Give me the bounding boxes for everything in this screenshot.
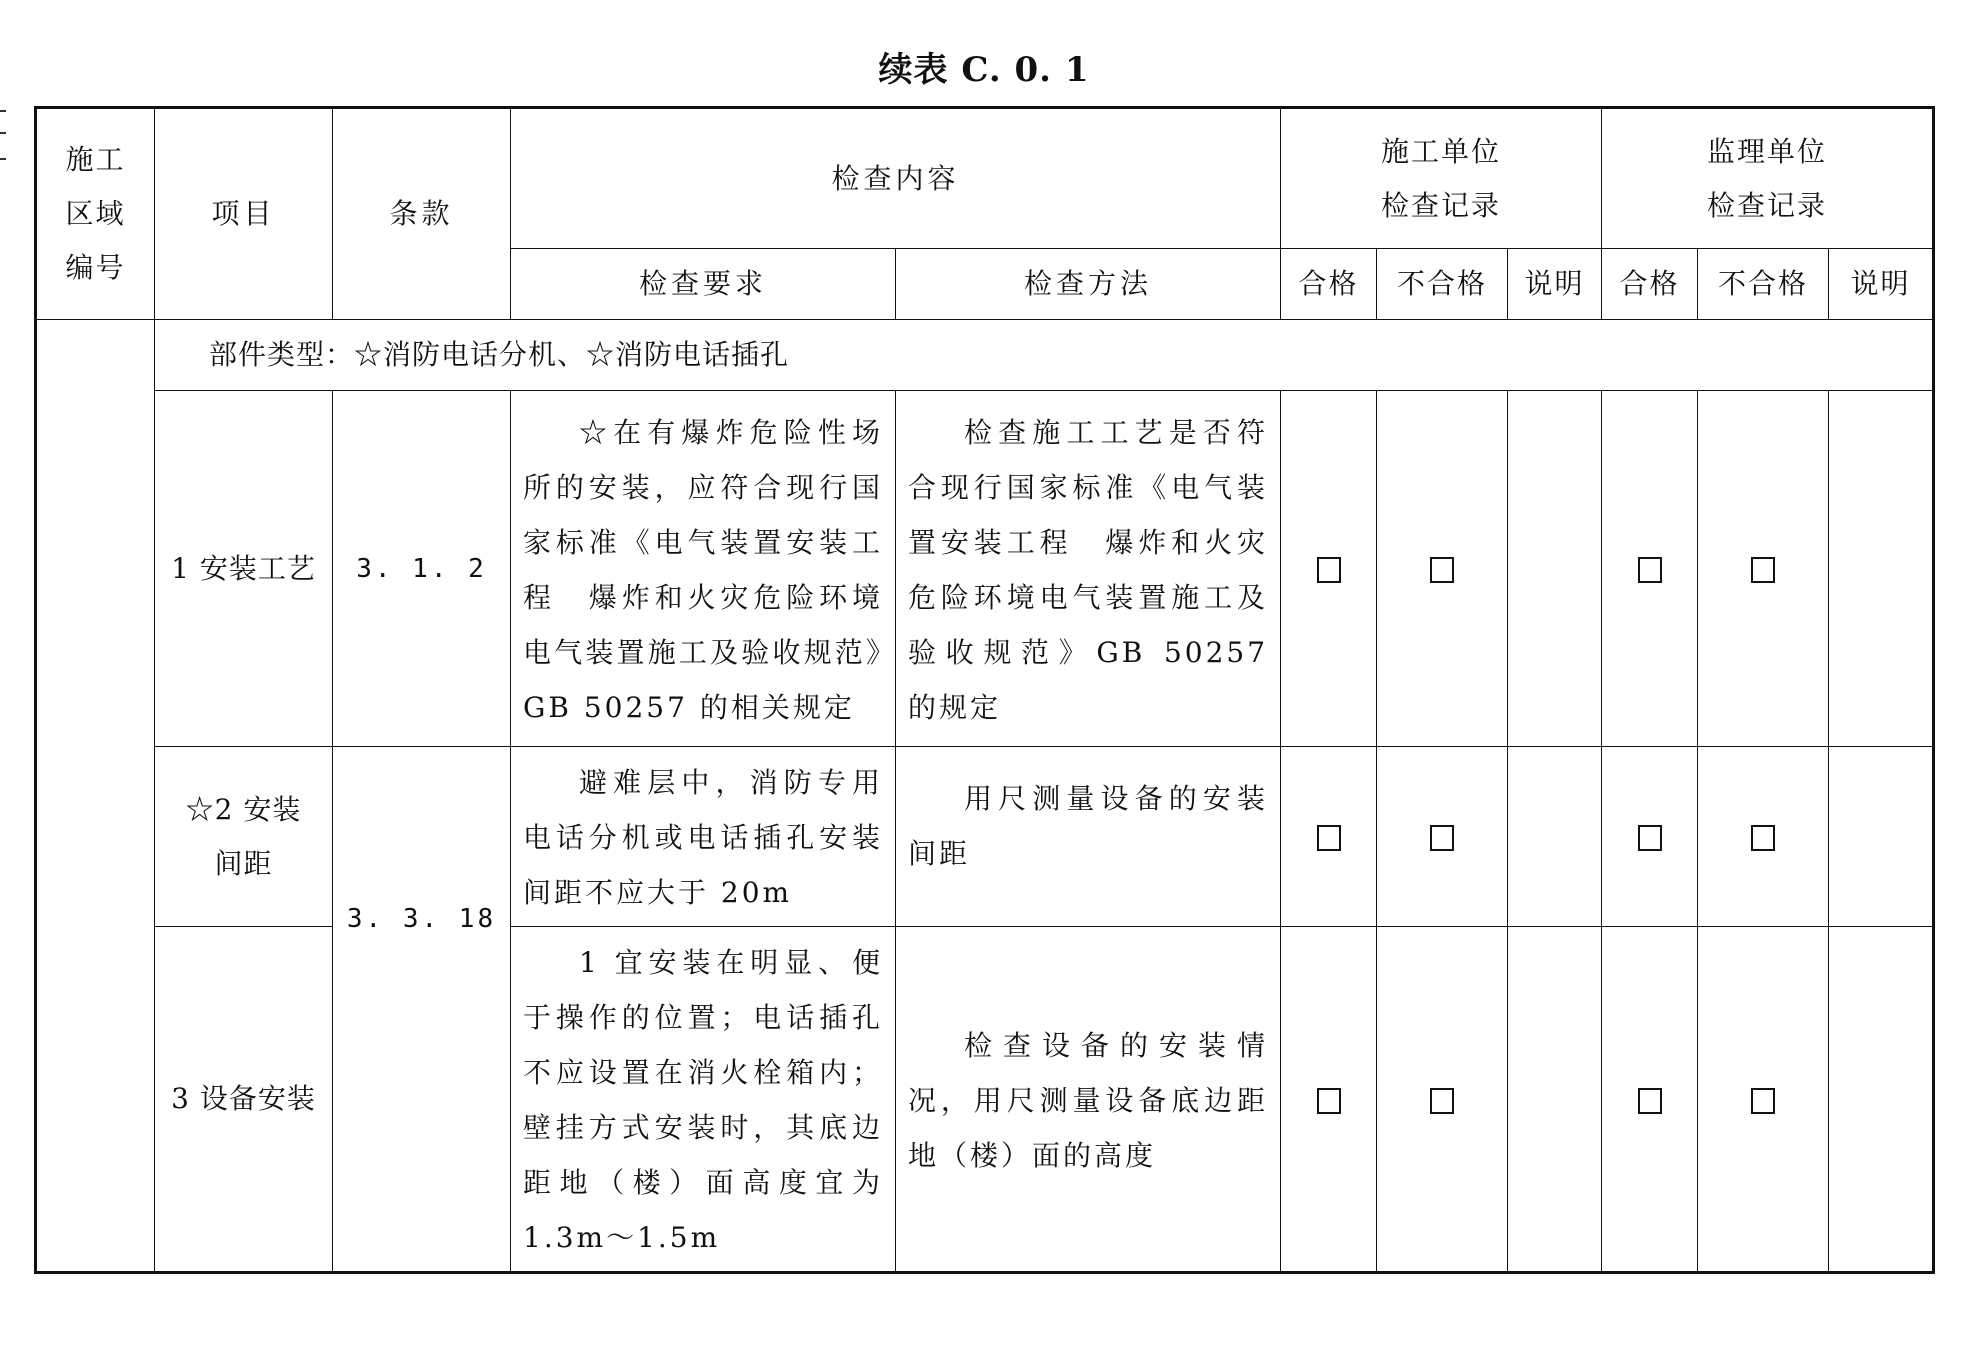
method-cell — [896, 391, 1281, 747]
page-title: 续表 C. 0. 1 — [878, 50, 1090, 90]
inspection-table — [34, 106, 1935, 1274]
checkbox-icon[interactable] — [1751, 557, 1775, 583]
supervision-fail-cell — [1698, 747, 1829, 927]
construction-fail-cell — [1377, 747, 1508, 927]
header-clause: 条款 — [333, 108, 511, 320]
requirement-cell — [511, 391, 896, 747]
header-supervision-fail: 不合格 — [1698, 249, 1829, 320]
construction-note-cell[interactable] — [1508, 391, 1602, 747]
construction-pass-cell — [1281, 391, 1377, 747]
checkbox-icon[interactable] — [1751, 825, 1775, 851]
item-cell: 1 安装工艺 — [155, 391, 333, 747]
requirement-cell — [511, 747, 896, 927]
header-construction-note: 说明 — [1508, 249, 1602, 320]
supervision-pass-cell — [1602, 391, 1698, 747]
checkbox-icon[interactable] — [1638, 557, 1662, 583]
checkbox-icon[interactable] — [1317, 825, 1341, 851]
construction-pass-cell — [1281, 747, 1377, 927]
header-construction-line1: 施工单位 — [1381, 134, 1502, 168]
item-cell: ☆2 安装间距 — [155, 747, 333, 927]
header-construction-line2: 检查记录 — [1381, 188, 1502, 222]
table-row — [36, 391, 1934, 747]
construction-fail-cell — [1377, 391, 1508, 747]
header-area-no-line1: 施工 — [65, 143, 126, 176]
checkbox-icon[interactable] — [1317, 1088, 1341, 1114]
supervision-note-cell[interactable] — [1829, 747, 1934, 927]
checkbox-icon[interactable] — [1638, 825, 1662, 851]
header-construction — [1281, 108, 1602, 249]
header-supervision-line2: 检查记录 — [1707, 188, 1828, 222]
header-supervision-pass: 合格 — [1602, 249, 1698, 320]
checkbox-icon[interactable] — [1638, 1088, 1662, 1114]
supervision-pass-cell — [1602, 747, 1698, 927]
checkbox-icon[interactable] — [1751, 1088, 1775, 1114]
construction-note-cell[interactable] — [1508, 927, 1602, 1273]
requirement-text: 避难层中，消防专用电话分机或电话插孔安装间距不应大于 20m — [523, 766, 883, 909]
component-type: 部件类型：☆消防电话分机、☆消防电话插孔 — [155, 320, 1934, 391]
table-row — [36, 747, 1934, 927]
supervision-fail-cell — [1698, 927, 1829, 1273]
header-supervision — [1602, 108, 1934, 249]
checkbox-icon[interactable] — [1430, 557, 1454, 583]
requirement-cell — [511, 927, 896, 1273]
margin-mark — [0, 110, 6, 160]
header-item: 项目 — [155, 108, 333, 320]
item-cell: 3 设备安装 — [155, 927, 333, 1273]
method-text: 检查施工工艺是否符合现行国家标准《电气装置安装工程 爆炸和火灾危险环境电气装置施工及验收规范》GB 50257 的规定 — [908, 415, 1269, 724]
checkbox-icon[interactable] — [1317, 557, 1341, 583]
construction-note-cell[interactable] — [1508, 747, 1602, 927]
method-text: 用尺测量设备的安装间距 — [908, 781, 1269, 870]
header-supervision-note: 说明 — [1829, 249, 1934, 320]
header-construction-pass: 合格 — [1281, 249, 1377, 320]
clause-cell: 3. 1. 2 — [333, 391, 511, 747]
construction-pass-cell — [1281, 927, 1377, 1273]
requirement-text: ☆在有爆炸危险性场所的安装，应符合现行国家标准《电气装置安装工程 爆炸和火灾危险环境电气装置施工及验收规范》GB 50257 的相关规定 — [523, 415, 883, 724]
supervision-note-cell[interactable] — [1829, 391, 1934, 747]
header-content-req: 检查要求 — [511, 249, 896, 320]
header-supervision-line1: 监理单位 — [1707, 134, 1828, 168]
header-content: 检查内容 — [511, 108, 1281, 249]
area-no-cell — [36, 320, 155, 1273]
method-cell — [896, 927, 1281, 1273]
header-row — [36, 108, 1934, 249]
clause-cell: 3. 3. 18 — [333, 747, 511, 1273]
checkbox-icon[interactable] — [1430, 1088, 1454, 1114]
header-area-no-line3: 编号 — [65, 251, 126, 284]
header-area-no-line2: 区域 — [65, 197, 126, 230]
supervision-pass-cell — [1602, 927, 1698, 1273]
component-type-row — [36, 320, 1934, 391]
construction-fail-cell — [1377, 927, 1508, 1273]
method-text: 检查设备的安装情况，用尺测量设备底边距地（楼）面的高度 — [908, 1028, 1269, 1172]
requirement-text: 1 宜安装在明显、便于操作的位置；电话插孔不应设置在消火栓箱内；壁挂方式安装时，其底边距地（楼）面高度宜为 1.3m～1.5m — [523, 946, 883, 1254]
method-cell — [896, 747, 1281, 927]
supervision-note-cell[interactable] — [1829, 927, 1934, 1273]
header-content-method: 检查方法 — [896, 249, 1281, 320]
checkbox-icon[interactable] — [1430, 825, 1454, 851]
table-row — [36, 927, 1934, 1273]
header-area-no — [36, 108, 155, 320]
header-construction-fail: 不合格 — [1377, 249, 1508, 320]
supervision-fail-cell — [1698, 391, 1829, 747]
